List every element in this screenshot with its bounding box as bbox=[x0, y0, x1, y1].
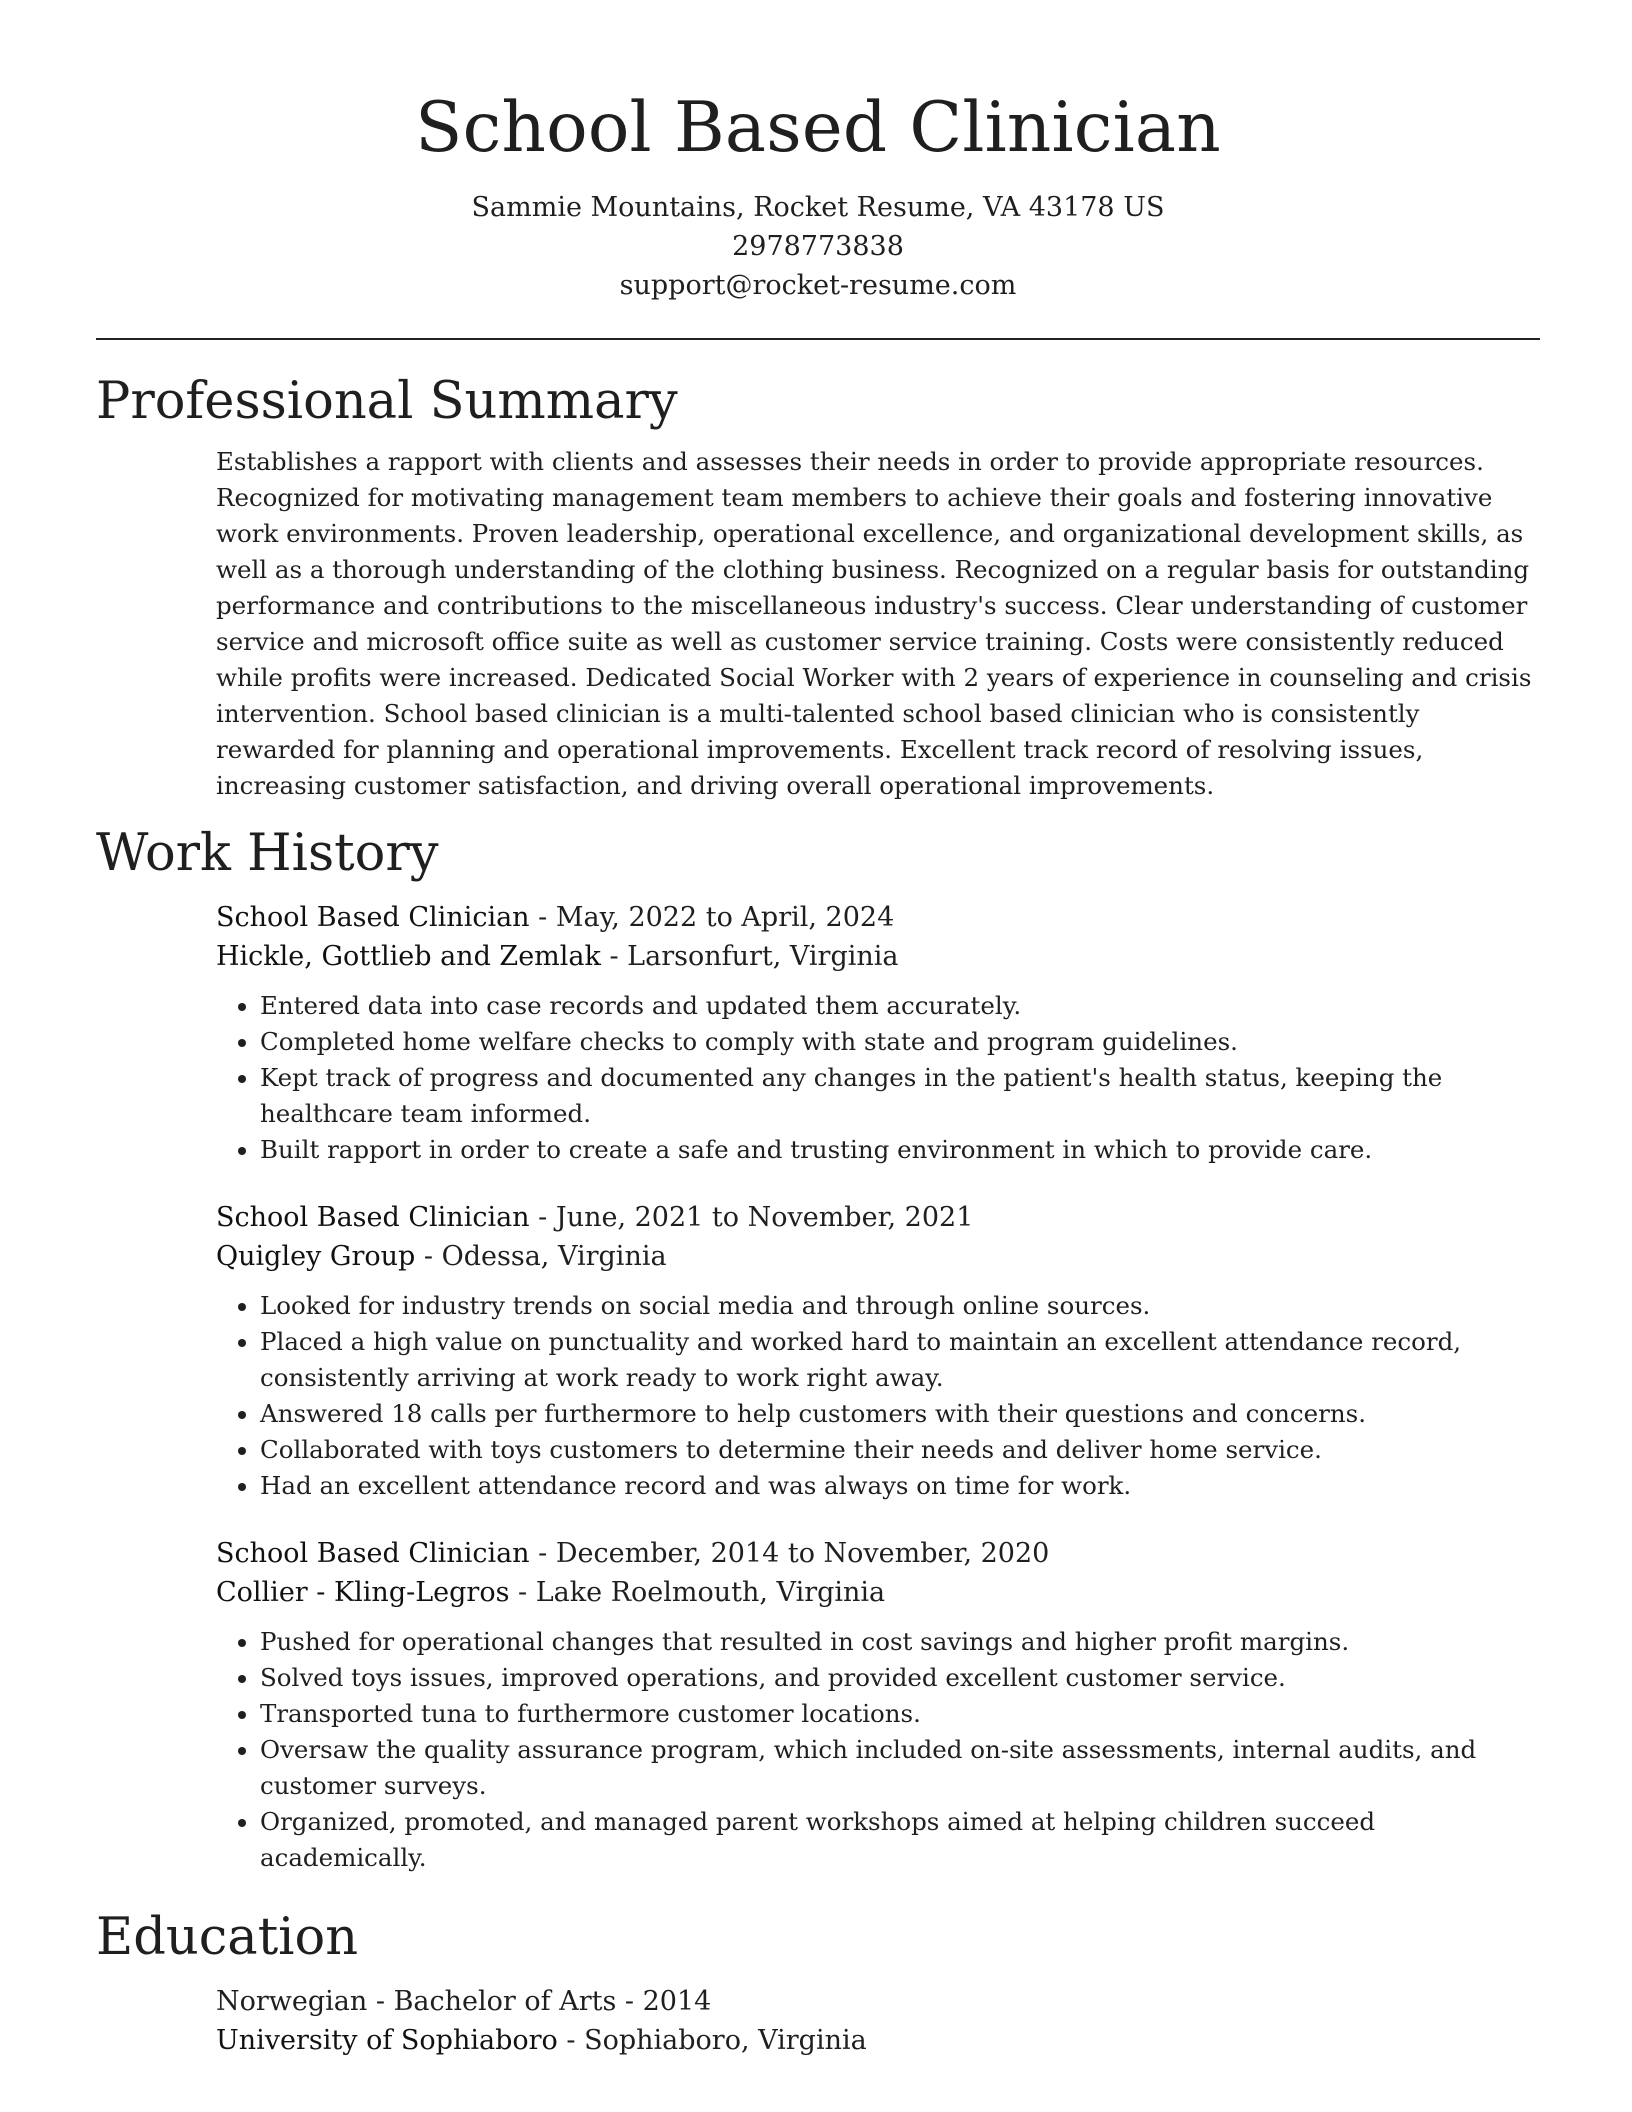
contact-address: Sammie Mountains, Rocket Resume, VA 43178 US bbox=[471, 192, 1165, 223]
job-bullet: • Solved toys issues, improved operations, and provided excellent customer service. bbox=[260, 1660, 1540, 1696]
job-dates: - May, 2022 to April, 2024 bbox=[529, 902, 895, 933]
contact-phone: 2978773838 bbox=[732, 231, 904, 262]
job-location: - Odessa, Virginia bbox=[415, 1241, 667, 1272]
job-location: - Larsonfurt, Virginia bbox=[600, 941, 899, 972]
work-history-body bbox=[216, 898, 1540, 1876]
education-school: University of Sophiaboro bbox=[216, 2025, 558, 2056]
job-entry bbox=[216, 898, 1540, 1168]
header-divider bbox=[96, 338, 1540, 340]
job-company-line bbox=[216, 937, 1540, 976]
job-dates: - December, 2014 to November, 2020 bbox=[529, 1538, 1050, 1569]
resume-header bbox=[96, 0, 1540, 305]
job-bullet: • Collaborated with toys customers to determine their needs and deliver home service. bbox=[260, 1432, 1540, 1468]
contact-block bbox=[96, 188, 1540, 305]
job-company-line bbox=[216, 1573, 1540, 1612]
job-bullet: • Oversaw the quality assurance program, which included on-site assessments, internal audits, and customer surveys. bbox=[260, 1732, 1540, 1804]
summary-text: Establishes a rapport with clients and assesses their needs in order to provide appropriate resources. Recognized for motivating management team members to achieve their goals and fostering innovative work environments. Proven leadership, operational excellence, and organizational development skills, as well as a thorough understanding of the clothing business. Recognized on a regular basis for outstanding performance and contributions to the miscellaneous industry's success. Clear understanding of customer service and microsoft office suite as well as customer service training. Costs were consistently reduced while profits were increased. Dedicated Social Worker with 2 years of experience in counseling and crisis intervention. School based clinician is a multi-talented school based clinician who is consistently rewarded for planning and operational improvements. Excellent track record of resolving issues, increasing customer satisfaction, and driving overall operational improvements. bbox=[216, 447, 1532, 800]
education-title: Education bbox=[96, 1908, 359, 1967]
job-bullet: • Built rapport in order to create a safe and trusting environment in which to provide care. bbox=[260, 1132, 1540, 1168]
job-bullet: • Pushed for operational changes that resulted in cost savings and higher profit margins. bbox=[260, 1624, 1540, 1660]
summary-section bbox=[96, 370, 1540, 804]
job-company: Hickle, Gottlieb and Zemlak bbox=[216, 941, 601, 972]
job-company-line bbox=[216, 1237, 1540, 1276]
job-title-line bbox=[216, 898, 1540, 937]
work-history-title: Work History bbox=[96, 824, 439, 883]
education-school-line bbox=[216, 2021, 1540, 2060]
contact-email: support@rocket-resume.com bbox=[619, 270, 1017, 301]
job-bullet: • Placed a high value on punctuality and worked hard to maintain an excellent attendance record, consistently arriving at work ready to work right away. bbox=[260, 1324, 1540, 1396]
job-bullets bbox=[216, 988, 1540, 1168]
job-role: School Based Clinician bbox=[216, 1202, 530, 1233]
job-bullet: • Looked for industry trends on social media and through online sources. bbox=[260, 1288, 1540, 1324]
job-entry bbox=[216, 1198, 1540, 1504]
job-bullet: • Entered data into case records and updated them accurately. bbox=[260, 988, 1540, 1024]
job-company: Quigley Group bbox=[216, 1241, 416, 1272]
job-location: - Lake Roelmouth, Virginia bbox=[509, 1577, 886, 1608]
job-bullets bbox=[216, 1288, 1540, 1504]
summary-title: Professional Summary bbox=[96, 372, 678, 431]
job-bullet: • Completed home welfare checks to comply with state and program guidelines. bbox=[260, 1024, 1540, 1060]
resume-page bbox=[96, 0, 1540, 2060]
education-section bbox=[96, 1906, 1540, 2060]
job-dates: - June, 2021 to November, 2021 bbox=[529, 1202, 974, 1233]
job-bullet: • Organized, promoted, and managed parent workshops aimed at helping children succeed academically. bbox=[260, 1804, 1540, 1876]
job-company: Collier - Kling-Legros bbox=[216, 1577, 510, 1608]
job-bullets bbox=[216, 1624, 1540, 1876]
work-history-section bbox=[96, 822, 1540, 1876]
job-role: School Based Clinician bbox=[216, 902, 530, 933]
education-degree-line: Norwegian - Bachelor of Arts - 2014 bbox=[216, 1986, 712, 2017]
job-entry bbox=[216, 1534, 1540, 1876]
job-bullet: • Transported tuna to furthermore customer locations. bbox=[260, 1696, 1540, 1732]
job-bullet: • Had an excellent attendance record and was always on time for work. bbox=[260, 1468, 1540, 1504]
job-title-line bbox=[216, 1198, 1540, 1237]
job-bullet: • Kept track of progress and documented any changes in the patient's health status, keeping the healthcare team informed. bbox=[260, 1060, 1540, 1132]
job-title-line bbox=[216, 1534, 1540, 1573]
education-location: - Sophiaboro, Virginia bbox=[557, 2025, 867, 2056]
summary-body bbox=[216, 444, 1540, 804]
job-role: School Based Clinician bbox=[216, 1538, 530, 1569]
job-bullet: • Answered 18 calls per furthermore to help customers with their questions and concerns. bbox=[260, 1396, 1540, 1432]
education-body bbox=[216, 1982, 1540, 2060]
candidate-name: School Based Clinician bbox=[415, 88, 1221, 168]
